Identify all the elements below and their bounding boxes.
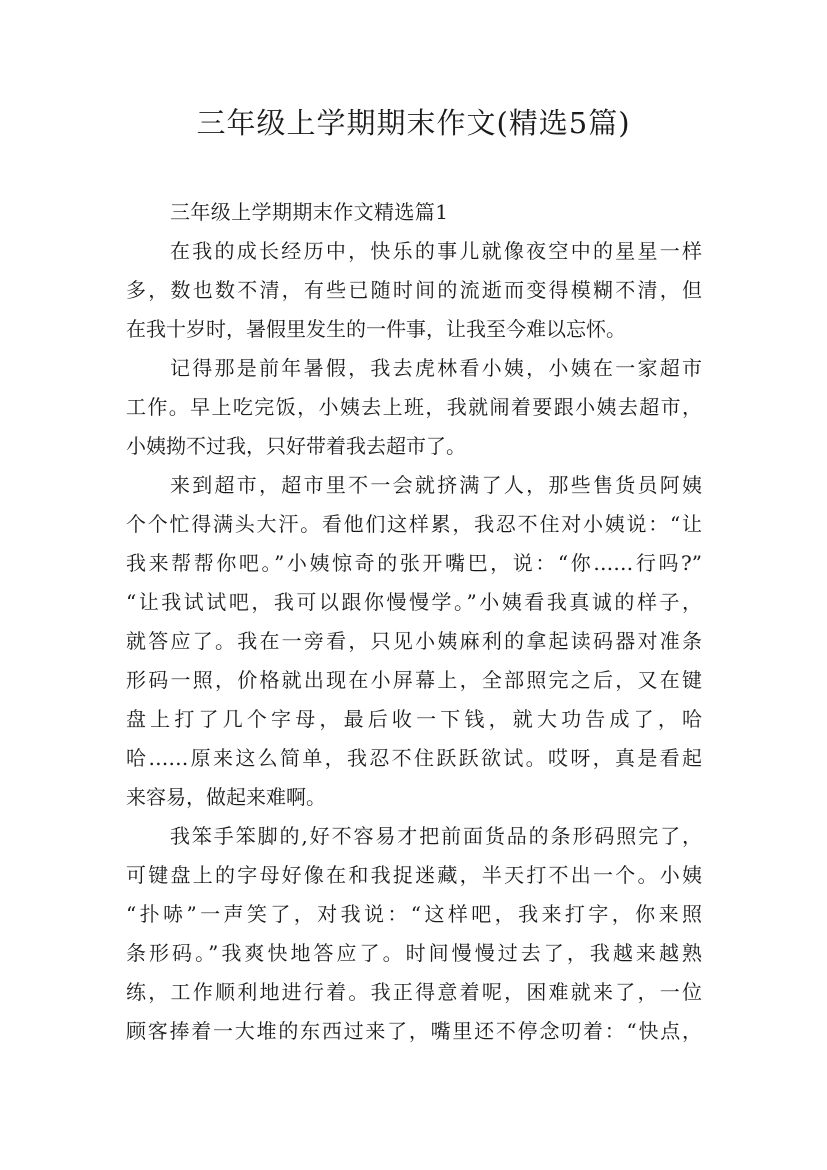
- text-line: 在我的成长经历中，快乐的事儿就像夜空中的星星一样: [170, 239, 702, 263]
- text-line: “扑哧”一声笑了，对我说：“这样吧，我来打字，你来照: [126, 902, 702, 926]
- text-line: 我笨手笨脚的,好不容易才把前面货品的条形码照完了，: [170, 824, 702, 848]
- document-body: [126, 193, 702, 1051]
- text-line: 形码一照，价格就出现在小屏幕上，全部照完之后，又在键: [126, 668, 702, 692]
- text-line: 练，工作顺利地进行着。我正得意着呢，困难就来了，一位: [126, 980, 702, 1004]
- text-line: 我来帮帮你吧。”小姨惊奇的张开嘴巴，说：“你……行吗?”: [126, 551, 702, 575]
- document-title: 三年级上学期期末作文(精选5篇): [196, 106, 631, 140]
- text-line: 可键盘上的字母好像在和我捉迷藏，半天打不出一个。小姨: [126, 863, 702, 887]
- paragraph-2: [126, 349, 702, 466]
- text-line: 记得那是前年暑假，我去虎林看小姨，小姨在一家超市: [170, 356, 702, 380]
- text-line: 来容易，做起来难啊。: [126, 785, 326, 809]
- text-line: 哈……原来这么简单，我忍不住跃跃欲试。哎呀，真是看起: [126, 746, 702, 770]
- text-line: “让我试试吧，我可以跟你慢慢学。”小姨看我真诚的样子，: [126, 590, 702, 614]
- paragraph-4: [126, 817, 702, 1051]
- text-line: 小姨拗不过我，只好带着我去超市了。: [126, 434, 466, 458]
- text-line: 来到超市，超市里不一会就挤满了人，那些售货员阿姨: [170, 473, 702, 497]
- paragraph-1: [126, 232, 702, 349]
- text-line: 在我十岁时，暑假里发生的一件事，让我至今难以忘怀。: [126, 317, 626, 341]
- section-heading: 三年级上学期期末作文精选篇1: [170, 200, 449, 224]
- text-line: 多，数也数不清，有些已随时间的流逝而变得模糊不清，但: [126, 278, 702, 302]
- text-line: 条形码。”我爽快地答应了。时间慢慢过去了，我越来越熟: [126, 941, 702, 965]
- text-line: 盘上打了几个字母，最后收一下钱，就大功告成了，哈: [126, 707, 702, 731]
- text-line: 顾客捧着一大堆的东西过来了，嘴里还不停念叨着：“快点，: [126, 1019, 702, 1043]
- paragraph-3: [126, 466, 702, 817]
- text-line: 工作。早上吃完饭，小姨去上班，我就闹着要跟小姨去超市，: [126, 395, 702, 419]
- text-line: 就答应了。我在一旁看，只见小姨麻利的拿起读码器对准条: [126, 629, 702, 653]
- text-line: 个个忙得满头大汗。看他们这样累，我忍不住对小姨说：“让: [126, 512, 702, 536]
